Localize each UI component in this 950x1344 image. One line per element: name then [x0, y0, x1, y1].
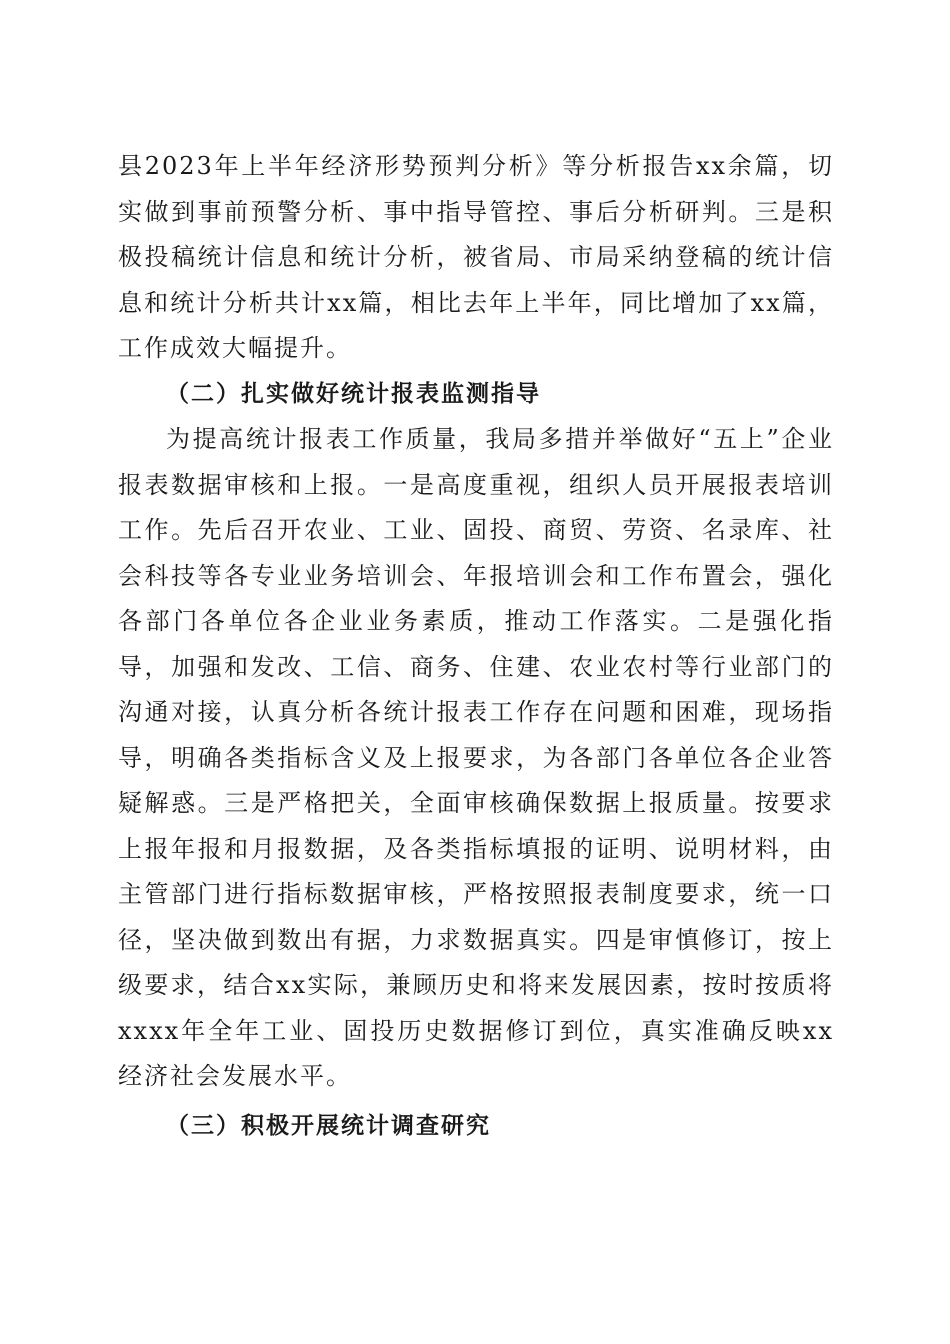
document-body — [118, 144, 834, 1149]
paragraph-continuation: 县2023年上半年经济形势预判分析》等分析报告xx余篇，切实做到事前预警分析、事中指导管控、事后分析研判。三是积极投稿统计信息和统计分析，被省局、市局采纳登稿的统计信息和统计分析共计xx篇，相比去年上半年，同比增加了xx篇，工作成效大幅提升。 — [118, 152, 834, 362]
section-2-body: 为提高统计报表工作质量，我局多措并举做好“五上”企业报表数据审核和上报。一是高度重视，组织人员开展报表培训工作。先后召开农业、工业、固投、商贸、劳资、名录库、社会科技等各专业业务培训会、年报培训会和工作布置会，强化各部门各单位各企业业务素质，推动工作落实。二是强化指导，加强和发改、工信、商务、住建、农业农村等行业部门的沟通对接，认真分析各统计报表工作存在问题和困难，现场指导，明确各类指标含义及上报要求，为各部门各单位各企业答疑解惑。三是严格把关，全面审核确保数据上报质量。按要求上报年报和月报数据，及各类指标填报的证明、说明材料，由主管部门进行指标数据审核，严格按照报表制度要求，统一口径，坚决做到数出有据，力求数据真实。四是审慎修订，按上级要求，结合xx实际，兼顾历史和将来发展因素，按时按质将xxxx年全年工业、固投历史数据修订到位，真实准确反映xx经济社会发展水平。 — [118, 425, 834, 1090]
section-heading-3: （三）积极开展统计调查研究 — [166, 1112, 491, 1139]
section-heading-2: （二）扎实做好统计报表监测指导 — [166, 380, 541, 407]
